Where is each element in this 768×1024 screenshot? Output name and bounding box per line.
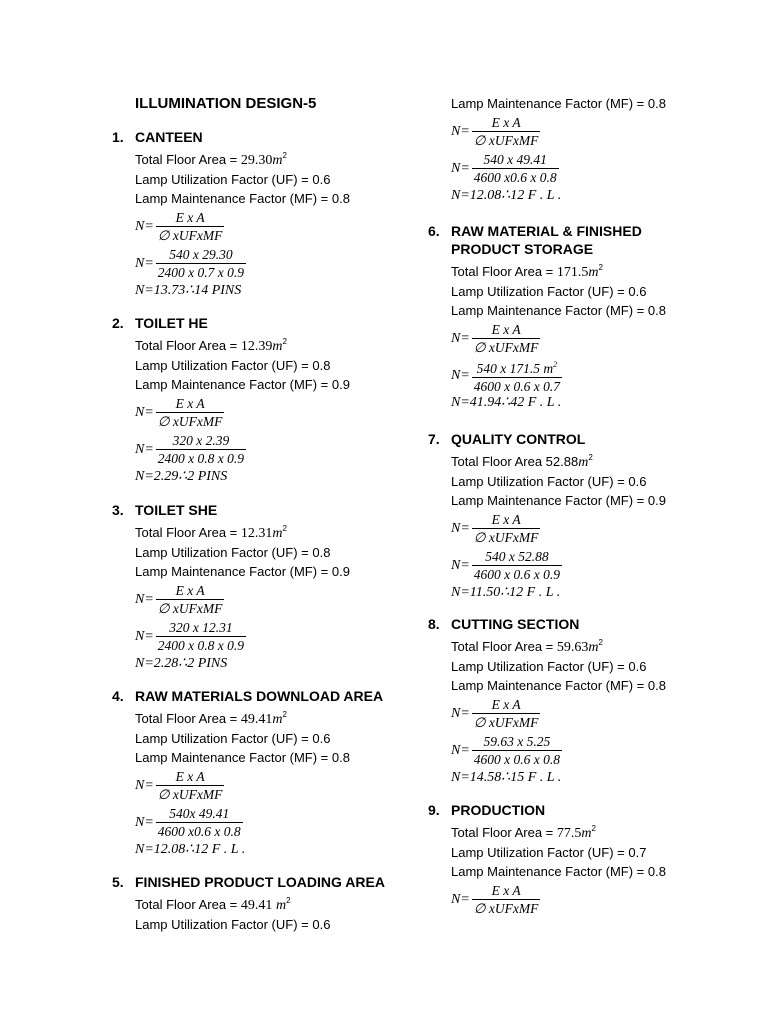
floor-area-line: Total Floor Area = 49.41 $m^2$ xyxy=(135,896,291,913)
mf-line: Lamp Maintenance Factor (MF) = 0.8 xyxy=(451,678,666,693)
calculation: N= $\frac{320 x 2.39}{2400 x 0.8 x 0.9}$ xyxy=(135,433,245,466)
formula: N= $\frac{\text{E x A}}{\text{∅ xUFxMF}}$ xyxy=(135,210,223,243)
result: N=13.73∴14 PINS xyxy=(135,283,242,298)
section-number: 7. xyxy=(428,431,440,447)
section-number: 6. xyxy=(428,223,440,239)
mf-line: Lamp Maintenance Factor (MF) = 0.8 xyxy=(451,96,666,111)
uf-line: Lamp Utilization Factor (UF) = 0.7 xyxy=(451,845,647,860)
section-production xyxy=(428,801,666,918)
section-name-line2: PRODUCT STORAGE xyxy=(451,241,594,257)
mf-line: Lamp Maintenance Factor (MF) = 0.9 xyxy=(135,377,350,392)
mf-line: Lamp Maintenance Factor (MF) = 0.9 xyxy=(451,493,666,508)
section-heading xyxy=(112,687,383,705)
calculation: N= $\frac{59.63 x 5.25}{4600 x 0.6 x 0.8}$ xyxy=(451,734,561,767)
section-number: 5. xyxy=(112,874,124,890)
section-heading xyxy=(428,801,666,819)
uf-line: Lamp Utilization Factor (UF) = 0.6 xyxy=(451,284,647,299)
uf-line: Lamp Utilization Factor (UF) = 0.6 xyxy=(451,474,647,489)
mf-line: Lamp Maintenance Factor (MF) = 0.8 xyxy=(135,191,350,206)
mf-line: Lamp Maintenance Factor (MF) = 0.9 xyxy=(135,564,350,579)
floor-area-line: Total Floor Area = $49.41m^2$ xyxy=(135,710,287,727)
section-name: PRODUCTION xyxy=(451,802,546,818)
formula: N= $\frac{\text{E x A}}{\text{∅ xUFxMF}}$ xyxy=(451,697,539,730)
calculation: N= $\frac{540x 49.41}{4600 x0.6 x 0.8}$ xyxy=(135,806,241,839)
section-heading xyxy=(428,615,666,633)
section-name: QUALITY CONTROL xyxy=(451,431,586,447)
section-canteen xyxy=(112,128,350,300)
floor-area-line: Total Floor Area = $29.30m^2$ xyxy=(135,151,287,168)
section-name: RAW MATERIAL & FINISHED xyxy=(451,223,642,239)
section-quality-control xyxy=(428,430,666,602)
calculation: N= $\frac{540 x 49.41}{4600 x0.6 x 0.8}$ xyxy=(451,152,557,185)
section-name: TOILET SHE xyxy=(135,502,218,518)
section-heading xyxy=(428,430,666,448)
result: N=12.08∴12 F . L . xyxy=(135,842,246,857)
section-toilet-she xyxy=(112,501,350,673)
section-finished-product-loading-area xyxy=(112,873,385,934)
section-name: TOILET HE xyxy=(135,315,208,331)
section-number: 8. xyxy=(428,616,440,632)
calculation: N= $\frac{320 x 12.31}{2400 x 0.8 x 0.9}$ xyxy=(135,620,245,653)
floor-area-line: Total Floor Area = $59.63m^2$ xyxy=(451,638,603,655)
section-raw-material-finished-product-storage xyxy=(428,222,666,412)
section-number: 3. xyxy=(112,502,124,518)
section-name: CUTTING SECTION xyxy=(451,616,580,632)
calculation: N= $\frac{540 x 52.88}{4600 x 0.6 x 0.9}$ xyxy=(451,549,561,582)
section-toilet-he xyxy=(112,314,350,486)
formula: N= $\frac{\text{E x A}}{\text{∅ xUFxMF}}$ xyxy=(451,322,539,355)
calculation: N= $\frac{540 x 29.30}{2400 x 0.7 x 0.9}$ xyxy=(135,247,245,280)
section-number: 1. xyxy=(112,129,124,145)
formula: N= $\frac{\text{E x A}}{\text{∅ xUFxMF}}$ xyxy=(451,883,539,916)
section-raw-materials-download-area xyxy=(112,687,383,859)
mf-line: Lamp Maintenance Factor (MF) = 0.8 xyxy=(451,303,666,318)
result: N=2.29∴2 PINS xyxy=(135,469,228,484)
uf-line: Lamp Utilization Factor (UF) = 0.6 xyxy=(135,917,331,932)
section-heading xyxy=(112,873,385,891)
calculation: N= $\frac{540 x 171.5 m^2}{4600 x 0.6 x 0.7}$ xyxy=(451,360,561,394)
floor-area-line: Total Floor Area = $171.5m^2$ xyxy=(451,263,603,280)
mf-line: Lamp Maintenance Factor (MF) = 0.8 xyxy=(451,864,666,879)
section-number: 4. xyxy=(112,688,124,704)
mf-line: Lamp Maintenance Factor (MF) = 0.8 xyxy=(135,750,350,765)
uf-line: Lamp Utilization Factor (UF) = 0.8 xyxy=(135,545,331,560)
formula: N= $\frac{\text{E x A}}{\text{∅ xUFxMF}}$ xyxy=(135,769,223,802)
formula: N= $\frac{\text{E x A}}{\text{∅ xUFxMF}}$ xyxy=(451,115,539,148)
floor-area-line: Total Floor Area = $77.5m^2$ xyxy=(451,824,596,841)
uf-line: Lamp Utilization Factor (UF) = 0.6 xyxy=(451,659,647,674)
formula: N= $\frac{\text{E x A}}{\text{∅ xUFxMF}}$ xyxy=(135,583,223,616)
section-heading xyxy=(112,314,350,332)
result: N=11.50∴12 F . L . xyxy=(451,585,561,600)
document-title: ILLUMINATION DESIGN-5 xyxy=(135,95,317,112)
section-cutting-section xyxy=(428,615,666,787)
section-number: 2. xyxy=(112,315,124,331)
result: N=12.08∴12 F . L . xyxy=(451,188,562,203)
section-heading xyxy=(428,222,666,258)
uf-line: Lamp Utilization Factor (UF) = 0.6 xyxy=(135,731,331,746)
section-name: RAW MATERIALS DOWNLOAD AREA xyxy=(135,688,384,704)
uf-line: Lamp Utilization Factor (UF) = 0.6 xyxy=(135,172,331,187)
section-name: FINISHED PRODUCT LOADING AREA xyxy=(135,874,385,890)
formula: N= $\frac{\text{E x A}}{\text{∅ xUFxMF}}$ xyxy=(451,512,539,545)
floor-area-line: Total Floor Area $52.88m^2$ xyxy=(451,453,593,470)
section-name: CANTEEN xyxy=(135,129,203,145)
section-finished-product-loading-area-continued xyxy=(451,94,666,205)
floor-area-line: Total Floor Area = $12.31m^2$ xyxy=(135,524,287,541)
floor-area-line: Total Floor Area = $12.39m^2$ xyxy=(135,337,287,354)
result: N=2.28∴2 PINS xyxy=(135,656,228,671)
section-heading xyxy=(112,501,350,519)
result: N=41.94∴42 F . L . xyxy=(451,395,562,410)
formula: N= $\frac{\text{E x A}}{\text{∅ xUFxMF}}$ xyxy=(135,396,223,429)
uf-line: Lamp Utilization Factor (UF) = 0.8 xyxy=(135,358,331,373)
result: N=14.58∴15 F . L . xyxy=(451,770,562,785)
section-number: 9. xyxy=(428,802,440,818)
section-heading xyxy=(112,128,350,146)
